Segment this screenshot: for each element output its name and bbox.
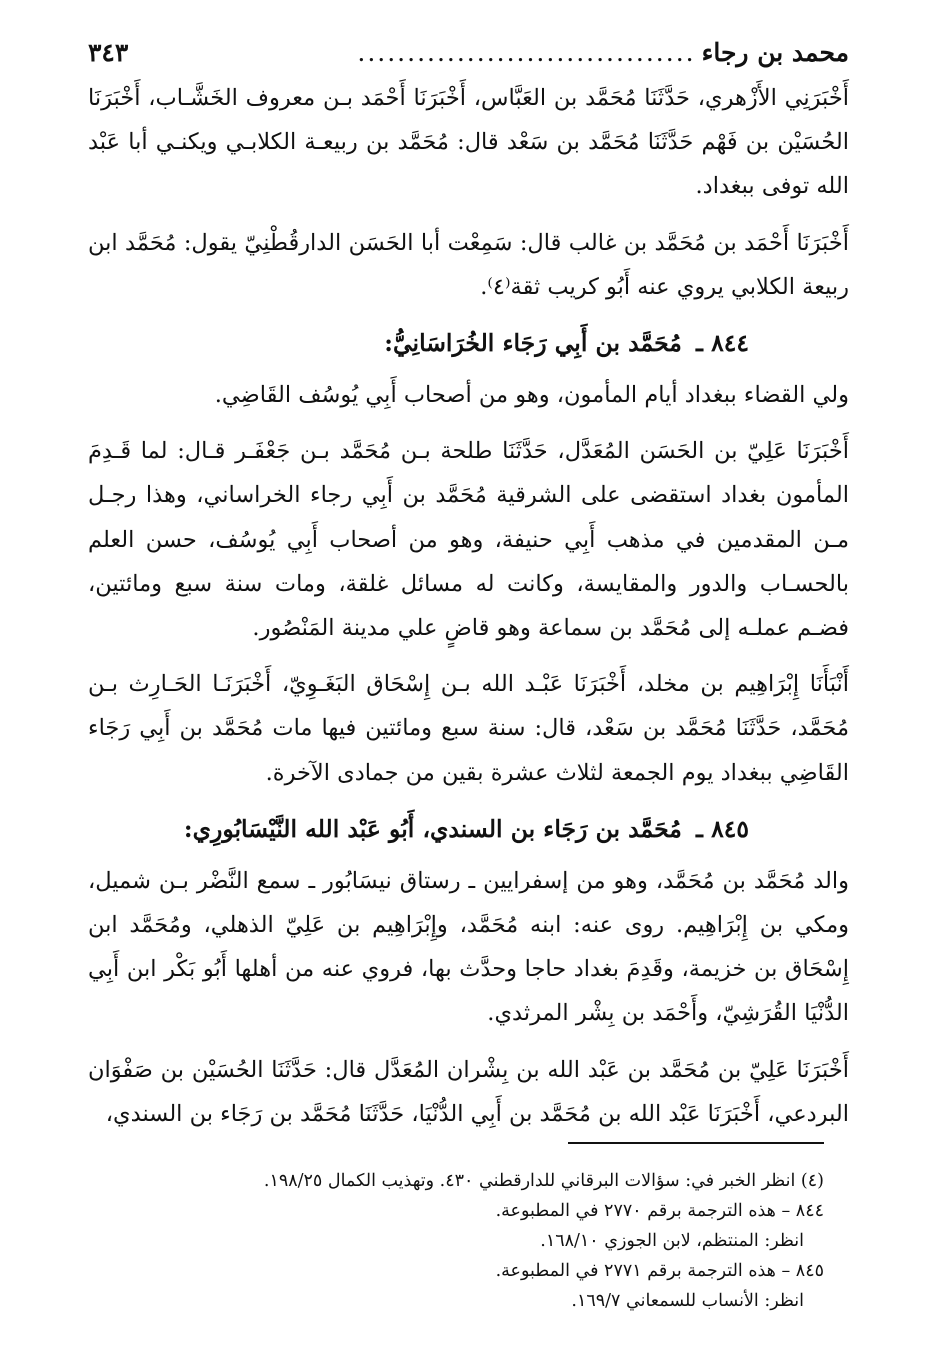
footnote: ٨٤٤ – هذه الترجمة برقم ٢٧٧٠ في المطبوعة. (495, 1201, 824, 1221)
footnote-separator (568, 1142, 824, 1144)
entry-number: ٨٤٥ ـ (696, 814, 749, 843)
paragraph: ولي القضاء ببغداد أيام المأمون، وهو من أصحاب أَبِي يُوسُف القَاضِي. (214, 382, 849, 409)
footnotes (88, 1166, 824, 1316)
running-title: محمد بن رجاء (701, 38, 849, 67)
entry-heading (88, 321, 849, 365)
paragraph: أَخْبَرَنَا عَلِيّ بن مُحَمَّد بن عَبْد الله بن بِشْران المُعَدَّل قال: حَدَّثَنَا الحُسَيْن بن صَفْوَان البردعي، أَخْبَرَنَا عَبْد الله بن مُحَمَّد بن أَبِي الدُّنْيَا، حَدَّثَنَا مُحَمَّد بن رَجَاء بن السندي، (88, 1056, 849, 1127)
page-body (88, 76, 849, 1136)
footnote: انظر: الأنساب للسمعاني ١٦٩/٧. (571, 1291, 804, 1311)
paragraph: أَخْبَرَنَا عَلِيّ بن الحَسَن المُعَدَّل، حَدَّثَنَا طلحة بـن مُحَمَّد بـن جَعْفَـر قـال: لما قَـدِمَ المأمون بغداد استقضى على الشرقية مُحَمَّد بن أَبِي رجاء الخراساني، وهذا رجـل مـن المقدمين في مذهب أَبِي حنيفة، وهو من أصحاب أَبِي يُوسُف، حسن العلم بالحسـاب والدور والمقايسة، وكانت له مسائل غلقة، ومات سنة سبع ومائتين، فضـم عملـه إلى مُحَمَّد بن سماعة وهو قاضٍ علي مدينة المَنْصُور. (88, 438, 849, 642)
footnote: انظر: المنتظم، لابن الجوزي ١٦٨/١٠. (540, 1231, 804, 1251)
footnote: (٤) انظر الخبر في: سؤالات البرقاني للدارقطني ٤٣٠. وتهذيب الكمال ١٩٨/٢٥. (263, 1171, 824, 1191)
paragraph: أَخْبَرَنَا أَحْمَد بن مُحَمَّد بن غالب قال: سَمِعْت أبا الحَسَن الدارقُطْنِيّ يقول: مُحَمَّد ابن ربيعة الكلابي يروي عنه أَبُو كريب ثقة⁽٤⁾. (88, 229, 849, 300)
paragraph: أَنْبَأَنَا إِبْرَاهِيم بن مخلد، أَخْبَرَنَا عَبْـد الله بـن إِسْحَاق البَغَـوِيّ، أَخْبَرَنَـا الحَـارِث بـن مُحَمَّد، حَدَّثَنَا مُحَمَّد بن سَعْد، قال: سنة سبع ومائتين فيها مات مُحَمَّد بن أَبِي رَجَاء القَاضِي ببغداد يوم الجمعة لثلاث عشرة بقين من جمادى الآخرة. (88, 671, 849, 786)
paragraph: والد مُحَمَّد بن مُحَمَّد، وهو من إسفرايين ـ رستاق نيسَابُور ـ سمع النَّضْر بـن شميل، ومكي بن إِبْرَاهِيم. روى عنه: ابنه مُحَمَّد، وإِبْرَاهِيم بن عَلِيّ الذهلي، ومُحَمَّد ابن إِسْحَاق بن خزيمة، وقَدِمَ بغداد حاجا وحدَّث بها، فروي عنه من أهلها أَبُو بَكْر ابن أَبِي الدُّنْيَا القُرَشِيّ، وأَحْمَد بن بِشْر المرثدي. (88, 867, 849, 1027)
footnote: ٨٤٥ – هذه الترجمة برقم ٢٧٧١ في المطبوعة. (495, 1261, 824, 1281)
paragraph: أَخْبَرَنِي الأَزْهري، حَدَّثَنَا مُحَمَّد بن العَبَّاس، أَخْبَرَنَا أَحْمَد بـن معروف الخَشَّـاب، أَخْبَرَنَا الحُسَيْن بن فَهْم حَدَّثَنَا مُحَمَّد بن سَعْد قال: مُحَمَّد بن ربيعـة الكلابـي ويكنـي أبا عَبْد الله توفى ببغداد. (88, 85, 849, 200)
page-header (88, 38, 849, 74)
entry-number: ٨٤٤ ـ (696, 329, 749, 358)
entry-title: مُحَمَّد بن أَبِي رَجَاء الخُرَاسَانِيُّ: (384, 329, 682, 358)
entry-title: مُحَمَّد بن رَجَاء بن السندي، أَبُو عَبْد الله النَّيْسَابُورِي: (183, 814, 682, 843)
entry-heading (88, 807, 849, 851)
page-number: ٣٤٣ (88, 38, 129, 67)
header-leader-dots: .................................. (357, 38, 696, 67)
